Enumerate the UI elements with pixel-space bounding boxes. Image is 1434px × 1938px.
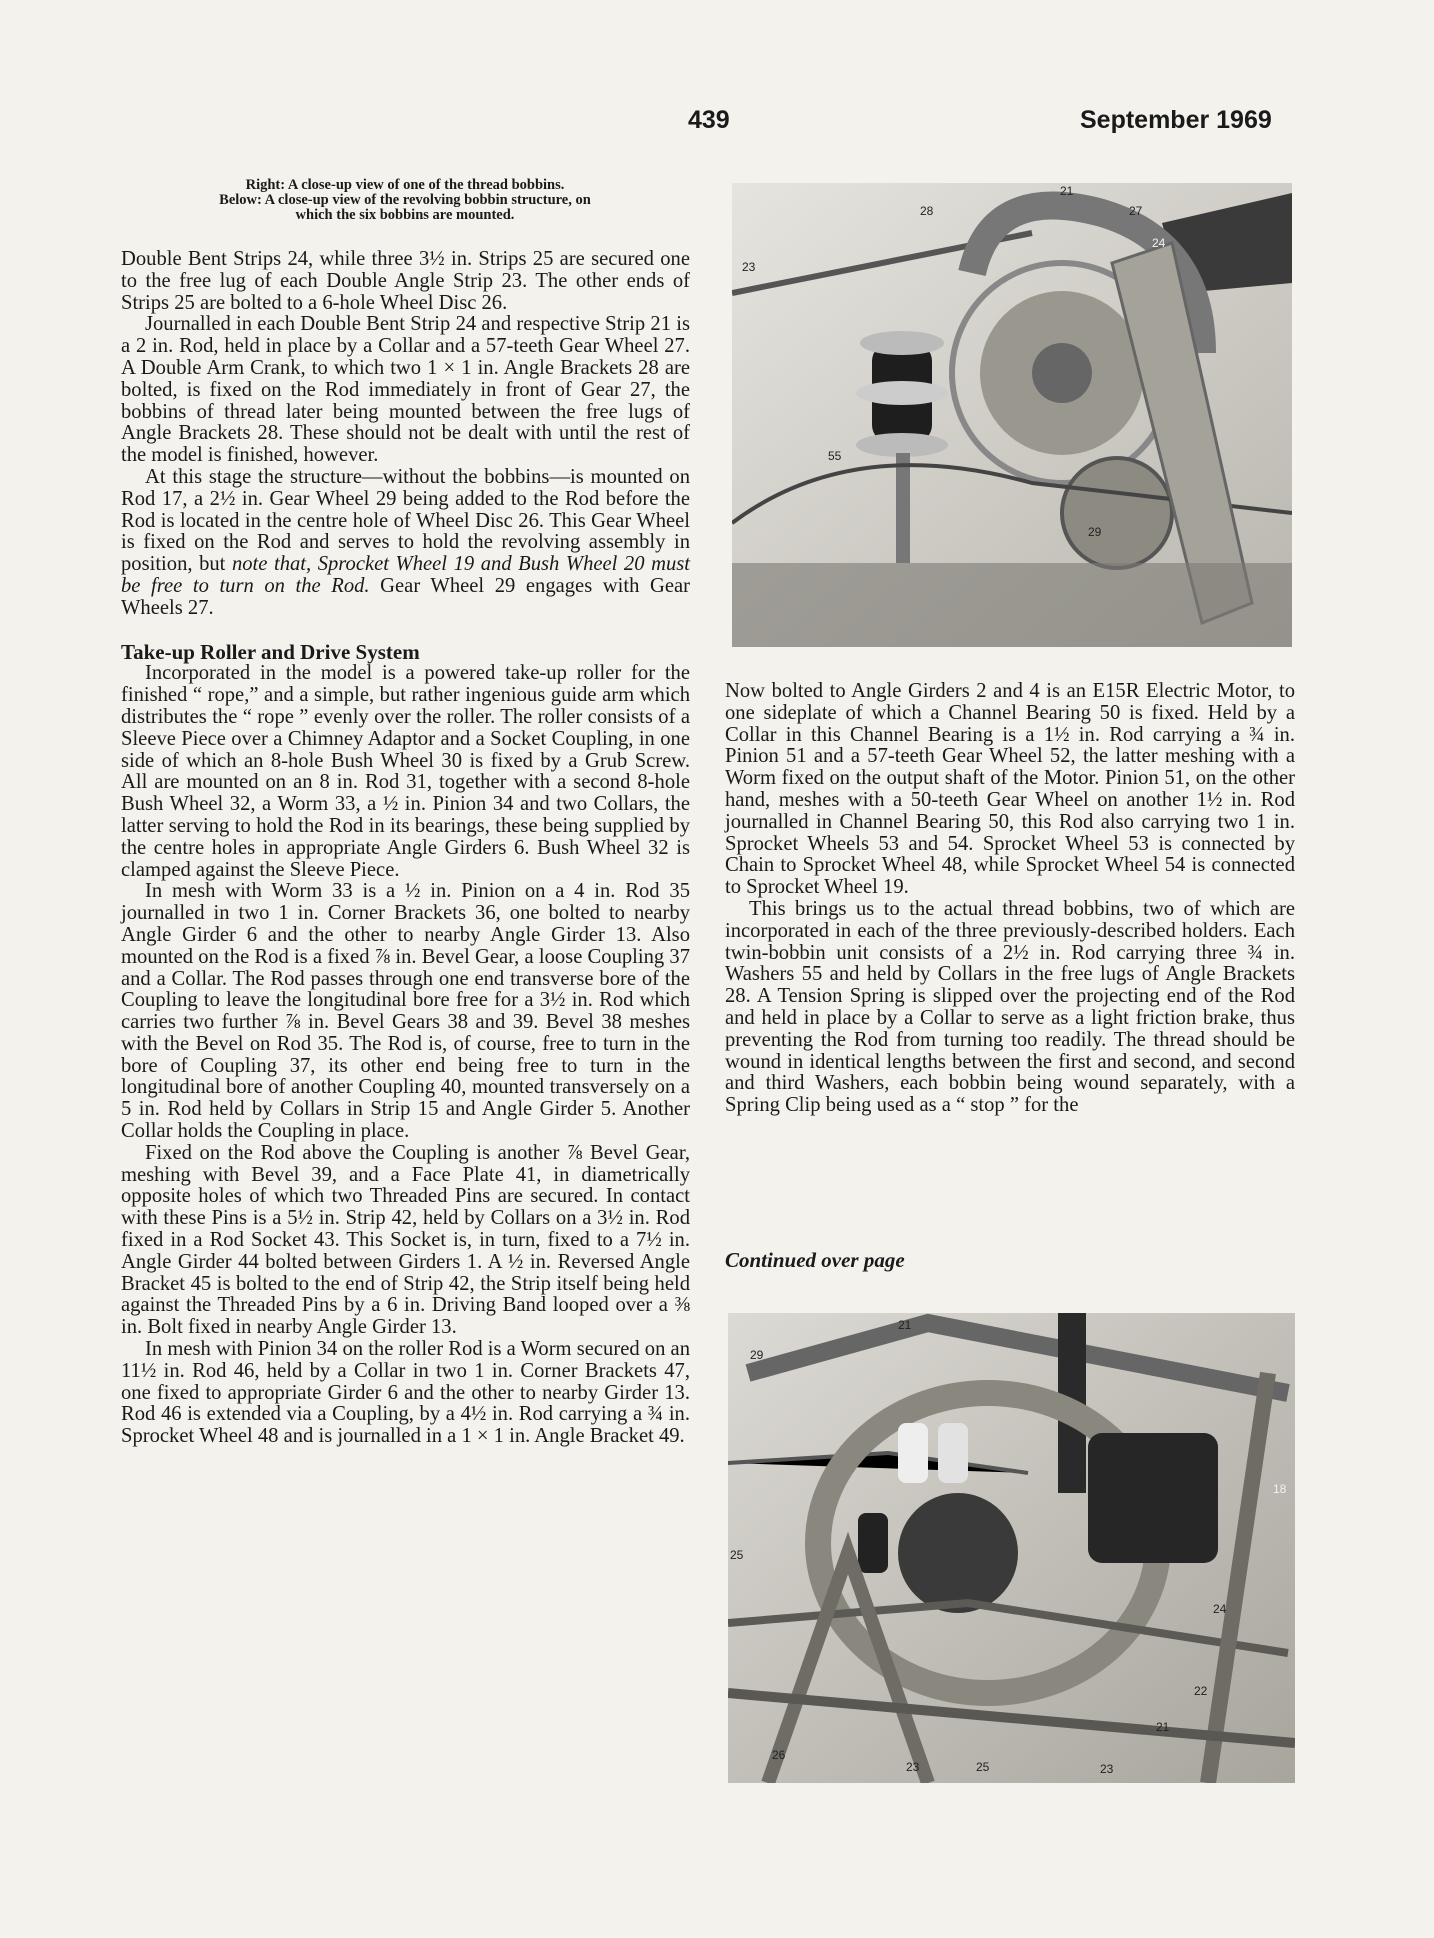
paragraph: Fixed on the Rod above the Coupling is another ⅞ Bevel Gear, meshing with Bevel 39, and a Face Plate 41, in diametrically opposite holes of which two Threaded Pins are secured. In contact with these Pins is a 5½ in. Strip 42, held by Collars on a 3½ in. Rod fixed in a Rod Socket 43. This Socket is, in turn, fixed to a 7½ in. Angle Girder 44 bolted between Girders 1. A ½ in. Reversed Angle Bracket 45 is bolted to the end of Strip 42, the Strip itself being held against the Threaded Pins by a 6 in. Driving Band looped over a ⅜ in. Bolt fixed in nearby Angle Girder 13. <box>121 1141 690 1339</box>
left-text-column <box>121 249 690 1448</box>
photo-caption <box>120 178 690 223</box>
part-label: 21 <box>1156 1720 1170 1734</box>
right-text-column <box>725 681 1295 1117</box>
paragraph: Now bolted to Angle Girders 2 and 4 is an E15R Electric Motor, to one sideplate of which a Channel Bearing 50 is fixed. Held by a Collar in this Channel Bearing is a 1½ in. Rod carrying a ¾ in. Pinion 51 and a 57-teeth Gear Wheel 52, the latter meshing with a Worm fixed on the output shaft of the Motor. Pinion 51, on the other hand, meshes with a 50-teeth Gear Wheel on another 1½ in. Rod journalled in Channel Bearing 50, this Rod also carrying two 1 in. Sprocket Wheels 53 and 54. Sprocket Wheel 53 is connected by Chain to Sprocket Wheel 48, while Sprocket Wheel 54 is connected to Sprocket Wheel 19. <box>725 680 1295 899</box>
part-label: 24 <box>1213 1602 1227 1616</box>
issue-date: September 1969 <box>1080 106 1272 134</box>
paragraph: This brings us to the actual thread bobbins, two of which are incorporated in each of the three previously-described holders. Each twin-bobbin unit consists of a 2½ in. Rod carrying three ¾ in. Washers 55 and held by Collars in the free lugs of Angle Brackets 28. A Tension Spring is slipped over the projecting end of the Rod and held in place by a Collar to serve as a light friction brake, thus preventing the Rod from turning too readily. The thread should be wound in identical lengths between the first and second, and second and third Washers, each bobbin being wound separately, with a Spring Clip being used as a “ stop ” for the <box>725 897 1295 1117</box>
part-label: 21 <box>898 1318 912 1332</box>
part-label: 21 <box>1060 184 1074 198</box>
part-label: 23 <box>1100 1762 1114 1776</box>
continued-notice: Continued over page <box>725 1248 905 1272</box>
part-label: 28 <box>920 204 934 218</box>
italic-note: note that, Sprocket Wheel 19 and Bush Wheel 20 must be free to turn on the Rod. <box>121 553 690 597</box>
part-label: 55 <box>828 449 842 463</box>
bobbin-photo-drawing <box>732 183 1292 647</box>
paragraph: Journalled in each Double Bent Strip 24 and respective Strip 21 is a 2 in. Rod, held in place by a Collar and a 57-teeth Gear Wheel 27. A Double Arm Crank, to which two 1 × 1 in. Angle Brackets 28 are bolted, is fixed on the Rod immediately in front of Gear 27, the bobbins of thread later being mounted between the free lugs of Angle Brackets 28. These should not be dealt with until the rest of the model is finished, however. <box>121 313 690 467</box>
caption-line: Right: A close-up view of one of the thread bobbins. <box>245 177 565 193</box>
paragraph-text: Gear Wheel 29 engages with Gear Wheels 27. <box>121 574 690 619</box>
part-label: 26 <box>772 1748 786 1762</box>
paragraph: Double Bent Strips 24, while three 3½ in. Strips 25 are secured one to the free lug of each Double Angle Strip 23. The other ends of Strips 25 are bolted to a 6-hole Wheel Disc 26. <box>121 248 690 314</box>
part-label: 25 <box>730 1548 744 1562</box>
part-label: 24 <box>1152 236 1166 250</box>
part-label: 22 <box>1194 1684 1208 1698</box>
bobbin-closeup-photo <box>732 183 1292 647</box>
part-label: 25 <box>976 1760 990 1774</box>
part-label: 29 <box>750 1348 764 1362</box>
paragraph <box>121 467 690 620</box>
paragraph-text: At this stage the structure—without the bobbins—is mounted on Rod 17, a 2½ in. Gear Wheel 29 being added to the Rod before the Rod is located in the centre hole of Wheel Disc 26. This Gear Wheel is fixed on the Rod and serves to hold the revolving assembly in position, but <box>121 465 690 576</box>
paragraph: In mesh with Pinion 34 on the roller Rod is a Worm secured on an 11½ in. Rod 46, held by a Collar in two 1 in. Corner Brackets 47, one fixed to appropriate Girder 6 and the other to nearby Girder 13. Rod 46 is extended via a Coupling, by a 4½ in. Rod carrying a ¾ in. Sprocket Wheel 48 and is journalled in a 1 × 1 in. Angle Bracket 49. <box>121 1338 690 1448</box>
page-number: 439 <box>688 106 730 134</box>
bobbin-structure-photo <box>728 1313 1295 1783</box>
caption-line: which the six bobbins are mounted. <box>295 207 515 223</box>
caption-line: Below: A close-up view of the revolving bobbin structure, on <box>219 192 591 208</box>
part-label: 29 <box>1088 525 1102 539</box>
part-label: 18 <box>1273 1482 1287 1496</box>
part-label: 27 <box>1129 204 1143 218</box>
paragraph: Incorporated in the model is a powered take-up roller for the finished “ rope,” and a simple, but rather ingenious guide arm which distributes the “ rope ” evenly over the roller. The roller consists of a Sleeve Piece over a Chimney Adaptor and a Socket Coupling, in one side of which an 8-hole Bush Wheel 30 is fixed by a Grub Screw. All are mounted on an 8 in. Rod 31, together with a second 8-hole Bush Wheel 32, a Worm 33, a ½ in. Pinion 34 and two Collars, the latter serving to hold the Rod in its bearings, these being supplied by the centre holes in appropriate Angle Girders 6. Bush Wheel 32 is clamped against the Sleeve Piece. <box>121 662 690 881</box>
section-heading: Take-up Roller and Drive System <box>121 639 420 664</box>
part-label: 23 <box>742 260 756 274</box>
part-label: 23 <box>906 1760 920 1774</box>
structure-photo-drawing <box>728 1313 1295 1783</box>
paragraph: In mesh with Worm 33 is a ½ in. Pinion on a 4 in. Rod 35 journalled in two 1 in. Corner Brackets 36, one bolted to nearby Angle Girder 6 and the other to nearby Angle Girder 13. Also mounted on the Rod is a fixed ⅞ in. Bevel Gear, a loose Coupling 37 and a Collar. The Rod passes through one end transverse bore of the Coupling to leave the longitudinal bore free for a 3½ in. Rod which carries two further ⅞ in. Bevel Gears 38 and 39. Bevel 38 meshes with the Bevel on Rod 35. The Rod is, of course, free to turn in the bore of Coupling 37, its other end being free to turn in the longitudinal bore of another Coupling 40, mounted transversely on a 5 in. Rod held by Collars in Strip 15 and Angle Girder 5. Another Collar holds the Coupling in place. <box>121 880 690 1143</box>
